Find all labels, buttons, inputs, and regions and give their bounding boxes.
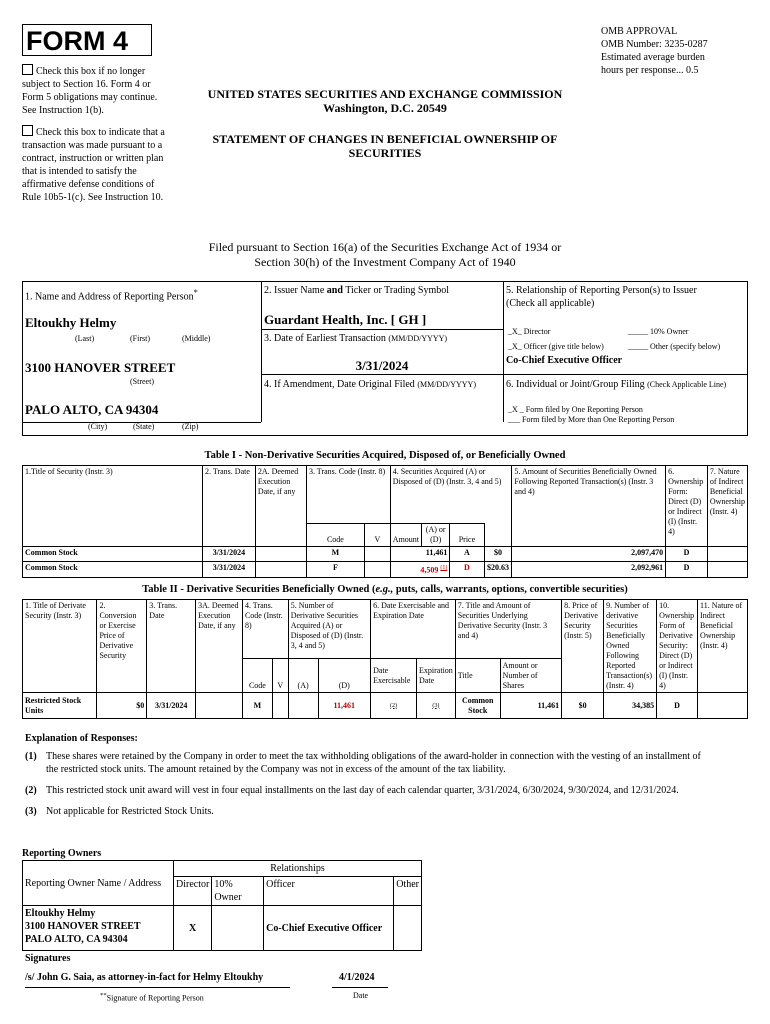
table1	[22, 465, 748, 578]
box3-label	[264, 332, 502, 345]
checkbox-no-longer-subject[interactable]	[22, 64, 33, 75]
label-city: (City)	[88, 422, 108, 431]
box1-label-text: 1. Name and Address of Reporting Person	[25, 291, 194, 303]
t1-r2-date: 3/31/2024	[203, 562, 256, 578]
reporting-person-name: Eltoukhy Helmy	[25, 315, 117, 330]
box6-label	[506, 378, 748, 391]
ro-h-name: Reporting Owner Name / Address	[23, 861, 174, 906]
t1-h-price: Price	[450, 524, 484, 547]
t1-h-date: 2. Trans. Date	[203, 466, 256, 547]
t1-h-acquired: 4. Securities Acquired (A) or Disposed of (D) (Instr. 3, 4 and 5)	[390, 466, 512, 524]
box1-label	[25, 286, 255, 303]
agency-city: Washington, D.C. 20549	[323, 101, 447, 115]
t1-r1-date: 3/31/2024	[203, 547, 256, 562]
label-middle: (Middle)	[182, 334, 211, 343]
signature-label-text: Signature of Reporting Person	[106, 993, 204, 1003]
explanation-item	[25, 750, 715, 776]
t1-h-title: 1.Title of Security (Instr. 3)	[23, 466, 203, 547]
t2-r1-d: 11,461	[318, 693, 371, 719]
rel-director[interactable]: _X_ Director	[508, 327, 551, 336]
signature-label	[100, 991, 204, 1004]
t1-r2-form: D	[666, 562, 708, 578]
form-title: FORM 4	[22, 24, 152, 56]
t2-r1-conv: $0	[97, 693, 147, 719]
reporting-owners-table	[22, 860, 422, 951]
box4-label	[264, 378, 502, 391]
box2-label	[264, 284, 500, 297]
t2-r1-code: M	[242, 693, 272, 719]
explanation-text: This restricted stock unit award will vest in four equal installments on the last day of each calendar quarter, 3/31/2024, 6/30/2024, 9/30/2024, and 12/31/2024.	[46, 785, 679, 796]
t2-h-date-ex: Date Exercisable	[371, 659, 417, 693]
t2-h-expiration: Expiration Date	[417, 659, 456, 693]
ro-h-director: Director	[173, 877, 211, 906]
omb-number: OMB Number: 3235-0287	[601, 39, 708, 50]
table2-title-a: Table II - Derivative Securities Beneficially Owned (	[142, 584, 376, 595]
t1-r2-owned: 2,092,961	[512, 562, 666, 578]
table2-title-b: puts, calls, warrants, options, convertible securities)	[393, 584, 628, 595]
box6-sub: (Check Applicable Line)	[647, 380, 727, 389]
table2-title-eg: e.g.,	[375, 584, 394, 595]
t1-r2-title: Common Stock	[23, 562, 203, 578]
t2-h-code-sub: Code	[242, 659, 272, 693]
ro-h-ten-pct: 10% Owner	[212, 877, 264, 906]
t1-r1-ad: A	[450, 547, 484, 562]
earliest-transaction-date: 3/31/2024	[355, 358, 409, 373]
explanation-num: (2)	[25, 785, 37, 796]
rel-other[interactable]: _____ Other (specify below)	[628, 342, 721, 351]
t2-h-v: V	[272, 659, 288, 693]
date-label: Date	[353, 991, 369, 1000]
t1-r2-amount: 4,509	[420, 565, 439, 575]
t1-h-code-sub: Code	[306, 524, 364, 547]
table-row	[23, 693, 748, 719]
t2-h-price: 8. Price of Derivative Security (Instr. 5)	[562, 600, 604, 693]
t1-h-amount: Amount	[390, 524, 421, 547]
t2-r1-date: 3/31/2024	[147, 693, 196, 719]
filed-pursuant	[150, 240, 620, 270]
t1-r1-title: Common Stock	[23, 547, 203, 562]
t2-h-a: (A)	[288, 659, 318, 693]
rel-ten-pct-owner[interactable]: _____ 10% Owner	[628, 327, 689, 336]
box6-label-text: 6. Individual or Joint/Group Filing	[506, 379, 645, 390]
explanation-item	[25, 784, 715, 797]
t2-r1-form: D	[657, 693, 698, 719]
t1-h-code: 3. Trans. Code (Instr. 8)	[306, 466, 390, 524]
box5-sub: (Check all applicable)	[506, 298, 595, 309]
t2-h-date: 3. Trans. Date	[147, 600, 196, 693]
t1-r2-ad: D	[450, 562, 484, 578]
table-row	[23, 562, 748, 578]
check-no-longer-subject-text: Check this box if no longer subject to Section 16. Form 4 or Form 5 obligations may continue. See Instruction 1(b).	[22, 66, 158, 116]
t1-r2-code: F	[306, 562, 364, 578]
t1-r2-amount-cell	[390, 562, 450, 578]
t2-h-number: 5. Number of Derivative Securities Acquired (A) or Disposed of (D) (Instr. 3, 4 and 5)	[288, 600, 370, 659]
t1-r1-amount: 11,461	[390, 547, 450, 562]
ro-h-relationships: Relationships	[173, 861, 421, 877]
label-zip: (Zip)	[182, 422, 199, 431]
date-line	[332, 987, 388, 988]
omb-approval: OMB APPROVAL	[601, 26, 678, 37]
t2-h-underlying: 7. Title and Amount of Securities Underlying Derivative Security (Instr. 3 and 4)	[455, 600, 561, 659]
ro-owner-address	[23, 906, 174, 951]
signature-date: 4/1/2024	[339, 972, 375, 983]
check-10b5-1-text: Check this box to indicate that a transaction was made pursuant to a contract, instruction or written plan that is intended to satisfy the affirmative defense conditions of Rule 10b5-1(c). See Instruction 10.	[22, 127, 165, 203]
t2-h-conv: 2. Conversion or Exercise Price of Derivative Security	[97, 600, 147, 693]
explanation-heading: Explanation of Responses:	[25, 733, 138, 744]
t2-r1-price: $0	[562, 693, 604, 719]
t2-h-code: 4. Trans. Code (Instr. 8)	[242, 600, 288, 659]
t1-h-aord: (A) or (D)	[422, 524, 450, 547]
box4-label-text: 4. If Amendment, Date Original Filed	[264, 379, 415, 390]
t2-h-deemed: 3A. Deemed Execution Date, if any	[196, 600, 243, 693]
t1-h-nature: 7. Nature of Indirect Beneficial Ownership (Instr. 4)	[707, 466, 747, 547]
ro-h-other: Other	[394, 877, 422, 906]
label-last: (Last)	[75, 334, 95, 343]
omb-block	[601, 25, 761, 77]
t2-h-nature: 11. Nature of Indirect Beneficial Ownership (Instr. 4)	[698, 600, 748, 693]
explanation-text: Not applicable for Restricted Stock Units.	[46, 806, 214, 817]
t2-r1-underlying: Common Stock	[455, 693, 500, 719]
signatures-heading: Signatures	[25, 953, 71, 964]
table-row	[23, 547, 748, 562]
box2-label-b: Ticker or Trading Symbol	[342, 285, 450, 296]
table2-title	[22, 584, 748, 595]
t2-h-title: 1. Title of Derivate Security (Instr. 3)	[23, 600, 97, 693]
t2-h-owned: 9. Number of derivative Securities Beneficially Owned Following Reported Transaction(s) (Instr. 4)	[604, 600, 657, 693]
label-street: (Street)	[130, 377, 154, 386]
ro-officer-title: Co-Chief Executive Officer	[264, 906, 394, 951]
issuer-name: Guardant Health, Inc. [ GH ]	[264, 312, 427, 327]
statement-title: STATEMENT OF CHANGES IN BENEFICIAL OWNERSHIP OF SECURITIES	[212, 132, 558, 160]
signer-name: /s/ John G. Saia, as attorney-in-fact for Helmy Eltoukhy	[25, 972, 264, 983]
t1-r2-footnote-link[interactable]: (1)	[440, 565, 448, 571]
table2	[22, 599, 748, 719]
t2-r1-owned: 34,385	[604, 693, 657, 719]
t2-h-form: 10. Ownership Form of Derivative Security: Direct (D) or Indirect (I) (Instr. 4)	[657, 600, 698, 693]
t1-h-owned: 5. Amount of Securities Beneficially Owned Following Reported Transaction(s) (Instr. 3 and 4)	[512, 466, 666, 547]
t1-h-v: V	[364, 524, 390, 547]
explanation-num: (3)	[25, 806, 37, 817]
t1-r2-price: $20.63	[484, 562, 512, 578]
officer-title: Co-Chief Executive Officer	[506, 355, 623, 366]
ro-owner-street: 3100 HANOVER STREET	[25, 921, 141, 932]
box4-format: (MM/DD/YYYY)	[417, 380, 476, 389]
explanation-item	[25, 805, 715, 818]
label-state: (State)	[133, 422, 155, 431]
t1-r1-price: $0	[484, 547, 512, 562]
box3-label-text: 3. Date of Earliest Transaction	[264, 333, 386, 344]
label-first: (First)	[130, 334, 150, 343]
box2-label-and: and	[326, 285, 343, 296]
t2-h-amt-shares: Amount or Number of Shares	[500, 659, 562, 693]
explanation-list	[25, 750, 715, 818]
t2-r1-expires-link[interactable]: (3)	[417, 693, 456, 719]
t1-r1-code: M	[306, 547, 364, 562]
check-no-longer-subject	[22, 64, 172, 117]
t1-h-form: 6. Ownership Form: Direct (D) or Indirect (I) (Instr. 4)	[666, 466, 708, 547]
omb-hours: hours per response... 0.5	[601, 65, 699, 76]
agency-name: UNITED STATES SECURITIES AND EXCHANGE COMMISSION	[207, 87, 563, 101]
ro-h-officer: Officer	[264, 877, 394, 906]
box5-label	[506, 284, 746, 310]
table-row	[23, 906, 422, 951]
t2-h-title-sub: Title	[455, 659, 500, 693]
t2-r1-security: Restricted Stock Units	[23, 693, 97, 719]
omb-burden: Estimated average burden	[601, 52, 705, 63]
reporting-person-city: PALO ALTO, CA 94304	[25, 402, 159, 417]
t2-h-exercisable: 6. Date Exercisable and Expiration Date	[371, 600, 456, 659]
t1-r1-owned: 2,097,470	[512, 547, 666, 562]
explanation-text: These shares were retained by the Company in order to meet the tax withholding obligations of the award-holder in connection with the vesting of an installment of the restricted stock units. The amount retained by the Company was not in excess of the amount of the tax liability.	[46, 751, 701, 775]
ro-owner-name: Eltoukhy Helmy	[25, 908, 96, 919]
t2-h-d: (D)	[318, 659, 371, 693]
signature-line	[25, 987, 290, 988]
ro-director-mark: X	[173, 906, 211, 951]
filing-one-person[interactable]: _X _ Form filed by One Reporting Person	[508, 405, 643, 414]
check-10b5-1	[22, 125, 172, 204]
box3-format: (MM/DD/YYYY)	[388, 334, 448, 343]
table1-title: Table I - Non-Derivative Securities Acquired, Disposed of, or Beneficially Owned	[204, 450, 566, 461]
box1-star: *	[193, 288, 198, 297]
ro-owner-city: PALO ALTO, CA 94304	[25, 934, 128, 945]
reporting-person-street: 3100 HANOVER STREET	[25, 360, 176, 375]
filed-line-1: Filed pursuant to Section 16(a) of the Securities Exchange Act of 1934 or	[208, 240, 562, 254]
t2-r1-exercisable-link[interactable]: (2)	[371, 693, 417, 719]
explanation-num: (1)	[25, 751, 37, 762]
signature-label-star: **	[100, 992, 107, 999]
rel-officer[interactable]: _X_ Officer (give title below)	[508, 342, 604, 351]
box5-label-text: 5. Relationship of Reporting Person(s) to Issuer	[506, 285, 697, 296]
reporting-owners-heading: Reporting Owners	[22, 848, 102, 859]
t1-h-deemed: 2A. Deemed Execution Date, if any	[255, 466, 306, 547]
filed-line-2: Section 30(h) of the Investment Company Act of 1940	[254, 255, 516, 269]
checkbox-10b5-1[interactable]	[22, 125, 33, 136]
t2-r1-shares: 11,461	[500, 693, 562, 719]
box2-label-a: 2. Issuer Name	[264, 285, 327, 296]
filing-more-persons[interactable]: ___ Form filed by More than One Reporting Person	[508, 415, 675, 424]
t1-r1-form: D	[666, 547, 708, 562]
